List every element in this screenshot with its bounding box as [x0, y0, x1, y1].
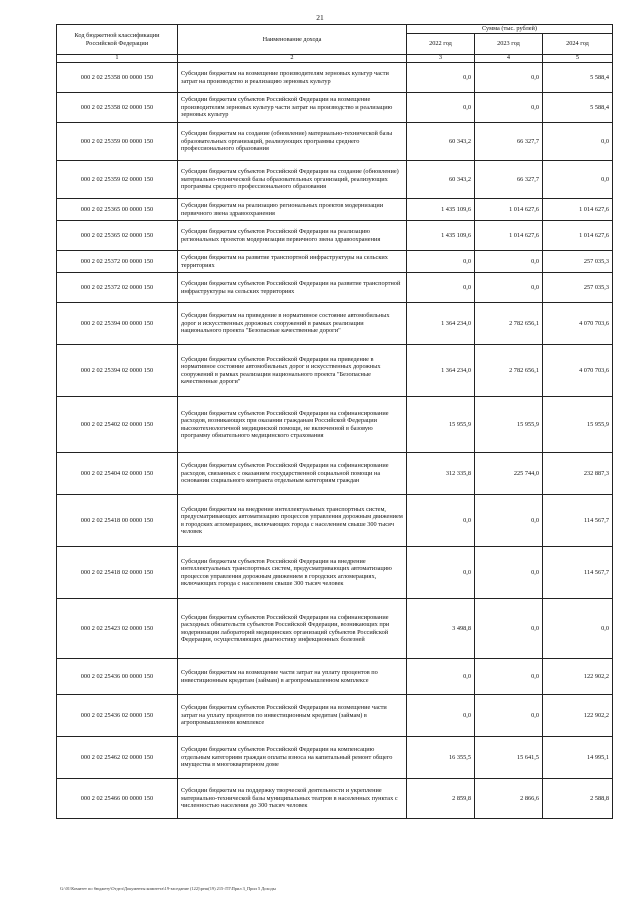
value-2024-cell: 114 567,7 [543, 495, 613, 547]
name-cell: Субсидии бюджетам субъектов Российской Федерации на развитие транспортной инфраструктуры на сельских территориях [178, 273, 407, 303]
value-2022-cell: 16 355,5 [407, 737, 475, 779]
value-2022-cell: 0,0 [407, 547, 475, 599]
year-2023-header: 2023 год [475, 34, 543, 55]
code-cell: 000 2 02 25372 00 0000 150 [57, 251, 178, 273]
value-2022-cell: 0,0 [407, 251, 475, 273]
value-2024-cell: 122 902,2 [543, 695, 613, 737]
value-2023-cell: 15 955,9 [475, 397, 543, 453]
value-2024-cell: 114 567,7 [543, 547, 613, 599]
index-row [57, 55, 613, 63]
value-2022-cell: 2 859,8 [407, 779, 475, 819]
table-row [57, 345, 613, 397]
name-cell: Субсидии бюджетам на внедрение интеллектуальных транспортных систем, предусматривающих автоматизацию процессов управления дорожным движением в городских агломерациях, включающих города с населением свыше 300 тысяч человек [178, 495, 407, 547]
value-2024-cell: 4 070 703,6 [543, 345, 613, 397]
code-cell: 000 2 02 25359 00 0000 150 [57, 123, 178, 161]
code-cell: 000 2 02 25466 00 0000 150 [57, 779, 178, 819]
value-2022-cell: 0,0 [407, 659, 475, 695]
year-2022-header: 2022 год [407, 34, 475, 55]
name-cell: Субсидии бюджетам на реализацию региональных проектов модернизации первичного звена здравоохранения [178, 199, 407, 221]
year-2024-header: 2024 год [543, 34, 613, 55]
name-cell: Субсидии бюджетам субъектов Российской Федерации на софинансирование расходов, возникающих при оказании гражданам Российской Федерации высокотехнологичной медицинской помощи, не включенной в базовую программу обязательного медицинского страхования [178, 397, 407, 453]
table-row [57, 251, 613, 273]
code-cell: 000 2 02 25436 00 0000 150 [57, 659, 178, 695]
code-cell: 000 2 02 25423 02 0000 150 [57, 599, 178, 659]
header-row [57, 25, 613, 34]
name-cell: Субсидии бюджетам на поддержку творческой деятельности и укрепление материально-технической базы муниципальных театров в населенных пунктах с численностью населения до 300 тысяч человек [178, 779, 407, 819]
value-2023-cell: 0,0 [475, 659, 543, 695]
table-row [57, 659, 613, 695]
value-2024-cell: 2 588,8 [543, 779, 613, 819]
code-cell: 000 2 02 25358 00 0000 150 [57, 63, 178, 93]
value-2024-cell: 232 887,3 [543, 453, 613, 495]
value-2022-cell: 312 335,8 [407, 453, 475, 495]
value-2023-cell: 2 866,6 [475, 779, 543, 819]
table-row [57, 93, 613, 123]
sum-column-header: Сумма (тыс. рублей) [407, 25, 613, 34]
value-2024-cell: 14 995,1 [543, 737, 613, 779]
name-column-header: Наименование дохода [178, 25, 407, 55]
code-cell: 000 2 02 25359 02 0000 150 [57, 161, 178, 199]
table-row [57, 495, 613, 547]
value-2022-cell: 0,0 [407, 93, 475, 123]
table-row [57, 397, 613, 453]
code-cell: 000 2 02 25418 00 0000 150 [57, 495, 178, 547]
value-2023-cell: 2 782 656,1 [475, 303, 543, 345]
value-2022-cell: 0,0 [407, 495, 475, 547]
value-2024-cell: 5 588,4 [543, 63, 613, 93]
name-cell: Субсидии бюджетам субъектов Российской Федерации на приведение в нормативное состояние автомобильных дорог и искусственных дорожных сооружений в рамках реализации национального проекта "Безопасные качественные дороги" [178, 345, 407, 397]
table-row [57, 547, 613, 599]
name-cell: Субсидии бюджетам субъектов Российской Федерации на возмещение производителям зерновых культур части затрат на производство и реализацию зерновых культур [178, 93, 407, 123]
table-row [57, 199, 613, 221]
value-2024-cell: 1 014 627,6 [543, 221, 613, 251]
table-row [57, 123, 613, 161]
value-2022-cell: 15 955,9 [407, 397, 475, 453]
table-row [57, 737, 613, 779]
value-2024-cell: 0,0 [543, 161, 613, 199]
table-row [57, 303, 613, 345]
value-2024-cell: 0,0 [543, 599, 613, 659]
value-2023-cell: 66 327,7 [475, 161, 543, 199]
value-2023-cell: 0,0 [475, 251, 543, 273]
value-2023-cell: 1 014 627,6 [475, 221, 543, 251]
name-cell: Субсидии бюджетам на приведение в нормативное состояние автомобильных дорог и искусственных дорожных сооружений в рамках реализации национального проекта "Безопасные качественные дороги" [178, 303, 407, 345]
table-row [57, 695, 613, 737]
value-2023-cell: 0,0 [475, 273, 543, 303]
value-2023-cell: 1 014 627,6 [475, 199, 543, 221]
index-cell: 3 [407, 55, 475, 63]
index-cell: 1 [57, 55, 178, 63]
value-2023-cell: 0,0 [475, 599, 543, 659]
table-row [57, 221, 613, 251]
index-cell: 2 [178, 55, 407, 63]
value-2023-cell: 0,0 [475, 695, 543, 737]
value-2022-cell: 1 435 109,6 [407, 199, 475, 221]
name-cell: Субсидии бюджетам на развитие транспортной инфраструктуры на сельских территориях [178, 251, 407, 273]
value-2022-cell: 60 343,2 [407, 161, 475, 199]
value-2022-cell: 0,0 [407, 63, 475, 93]
table-row [57, 161, 613, 199]
value-2022-cell: 0,0 [407, 273, 475, 303]
index-cell: 5 [543, 55, 613, 63]
value-2024-cell: 257 035,3 [543, 273, 613, 303]
name-cell: Субсидии бюджетам на возмещение производителям зерновых культур части затрат на производство и реализацию зерновых культур [178, 63, 407, 93]
value-2022-cell: 1 435 109,6 [407, 221, 475, 251]
name-cell: Субсидии бюджетам на создание (обновление) материально-технической базы образовательных организаций, реализующих программы среднего профессионального образования [178, 123, 407, 161]
value-2023-cell: 0,0 [475, 495, 543, 547]
value-2023-cell: 66 327,7 [475, 123, 543, 161]
file-path-footer: G:\01\Комитет по бюджету\Отдел\Документы комитета\19-заседание (122)\реш(19) 215-ЛТ\Прил 3_Прил 5 Доходы [60, 886, 276, 891]
code-cell: 000 2 02 25358 02 0000 150 [57, 93, 178, 123]
value-2024-cell: 0,0 [543, 123, 613, 161]
name-cell: Субсидии бюджетам субъектов Российской Федерации на компенсацию отдельным категориям граждан оплаты взноса на капитальный ремонт общего имущества в многоквартирном доме [178, 737, 407, 779]
value-2024-cell: 257 035,3 [543, 251, 613, 273]
code-cell: 000 2 02 25418 02 0000 150 [57, 547, 178, 599]
value-2022-cell: 60 343,2 [407, 123, 475, 161]
value-2024-cell: 5 588,4 [543, 93, 613, 123]
name-cell: Субсидии бюджетам субъектов Российской Федерации на возмещение части затрат на уплату процентов по инвестиционным кредитам (займам) в агропромышленном комплексе [178, 695, 407, 737]
table-row [57, 599, 613, 659]
table-row [57, 453, 613, 495]
name-cell: Субсидии бюджетам субъектов Российской Федерации на софинансирование расходов, связанных с оказанием государственной социальной помощи на основании социального контракта отдельным категориям граждан [178, 453, 407, 495]
value-2023-cell: 0,0 [475, 93, 543, 123]
value-2023-cell: 0,0 [475, 63, 543, 93]
value-2022-cell: 0,0 [407, 695, 475, 737]
value-2022-cell: 1 364 234,0 [407, 345, 475, 397]
code-cell: 000 2 02 25372 02 0000 150 [57, 273, 178, 303]
name-cell: Субсидии бюджетам субъектов Российской Федерации на реализацию региональных проектов модернизации первичного звена здравоохранения [178, 221, 407, 251]
code-cell: 000 2 02 25462 02 0000 150 [57, 737, 178, 779]
value-2024-cell: 15 955,9 [543, 397, 613, 453]
value-2022-cell: 1 364 234,0 [407, 303, 475, 345]
name-cell: Субсидии бюджетам субъектов Российской Федерации на создание (обновление) материально-технической базы образовательных организаций, реализующих программы среднего профессионального образования [178, 161, 407, 199]
code-column-header: Код бюджетной классификации Российской Федерации [57, 25, 178, 55]
index-cell: 4 [475, 55, 543, 63]
code-cell: 000 2 02 25394 00 0000 150 [57, 303, 178, 345]
code-cell: 000 2 02 25404 02 0000 150 [57, 453, 178, 495]
code-cell: 000 2 02 25436 02 0000 150 [57, 695, 178, 737]
value-2023-cell: 15 641,5 [475, 737, 543, 779]
code-cell: 000 2 02 25365 00 0000 150 [57, 199, 178, 221]
code-cell: 000 2 02 25402 02 0000 150 [57, 397, 178, 453]
value-2024-cell: 4 070 703,6 [543, 303, 613, 345]
value-2024-cell: 1 014 627,6 [543, 199, 613, 221]
value-2024-cell: 122 902,2 [543, 659, 613, 695]
name-cell: Субсидии бюджетам субъектов Российской Федерации на софинансирование расходных обязательств субъектов Российской Федерации, возникающих при модернизации лабораторий медицинских организаций субъектов Российской Федерации, осуществляющих диагностику инфекционных болезней [178, 599, 407, 659]
page-number: 21 [316, 13, 324, 22]
code-cell: 000 2 02 25365 02 0000 150 [57, 221, 178, 251]
table-row [57, 273, 613, 303]
budget-table [56, 24, 613, 819]
table-row [57, 63, 613, 93]
code-cell: 000 2 02 25394 02 0000 150 [57, 345, 178, 397]
name-cell: Субсидии бюджетам на возмещение части затрат на уплату процентов по инвестиционным кредитам (займам) в агропромышленном комплексе [178, 659, 407, 695]
value-2023-cell: 225 744,0 [475, 453, 543, 495]
table-row [57, 779, 613, 819]
value-2023-cell: 0,0 [475, 547, 543, 599]
value-2022-cell: 3 498,8 [407, 599, 475, 659]
name-cell: Субсидии бюджетам субъектов Российской Федерации на внедрение интеллектуальных транспортных систем, предусматривающих автоматизацию процессов управления дорожным движением в городских агломерациях, включающих города с населением свыше 300 тысяч человек [178, 547, 407, 599]
value-2023-cell: 2 782 656,1 [475, 345, 543, 397]
